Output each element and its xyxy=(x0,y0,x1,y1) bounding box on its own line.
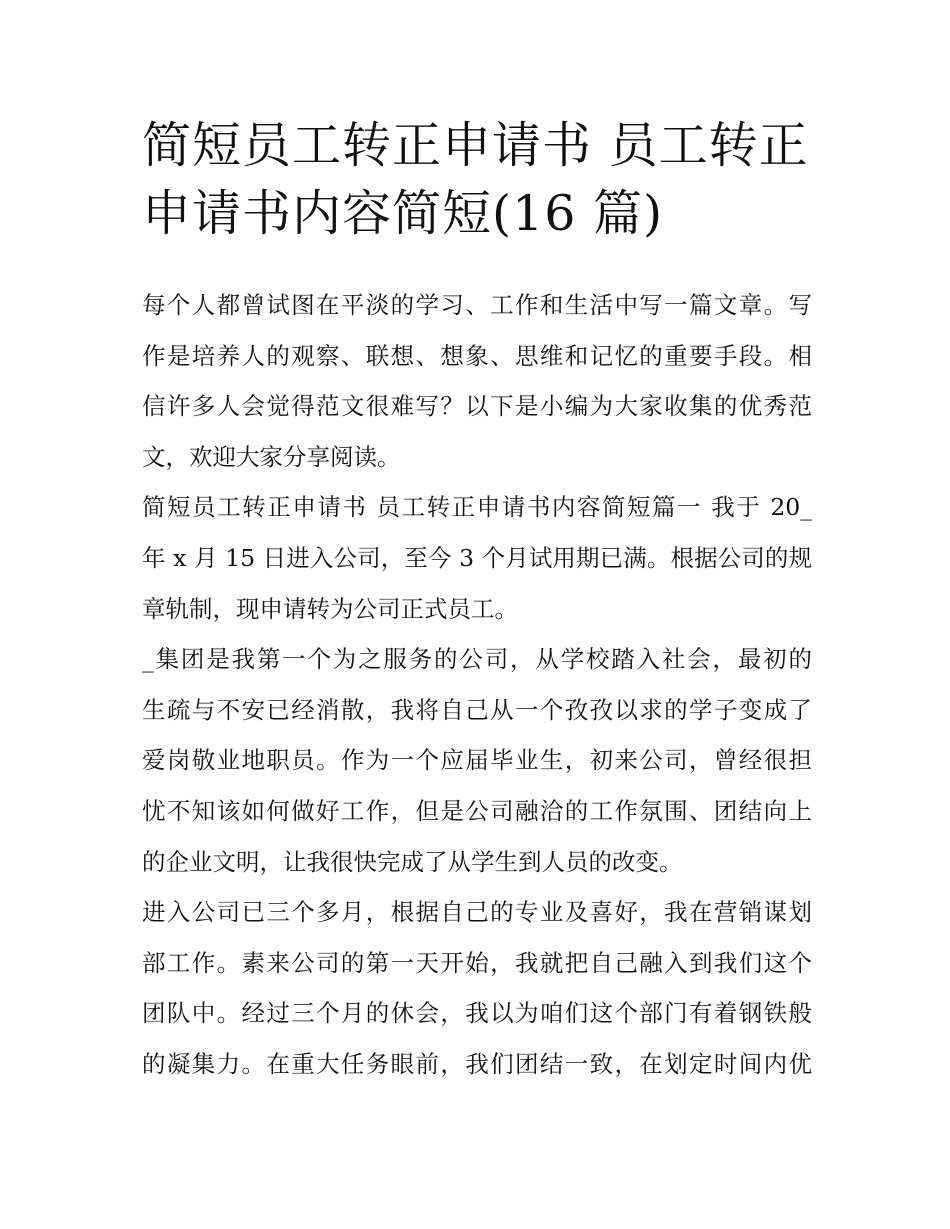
title-line-1: 简短员工转正申请书 员工转正 xyxy=(142,117,809,174)
paragraph-3-line-3: 爱岗敬业地职员。作为一个应届毕业生，初来公司，曾经很担 xyxy=(142,746,812,775)
paragraph-3-line-4: 忧不知该如何做好工作，但是公司融洽的工作氛围、团结向上 xyxy=(142,796,812,825)
paragraph-1-line-1: 每个人都曾试图在平淡的学习、工作和生活中写一篇文章。写 xyxy=(142,291,812,319)
document-body xyxy=(142,280,812,1090)
paragraph-1-line-2: 作是培养人的观察、联想、想象、思维和记忆的重要手段。相 xyxy=(142,341,812,370)
paragraph-3-line-5: 的企业文明，让我很快完成了从学生到人员的改变。 xyxy=(142,847,683,876)
paragraph-4-line-3: 团队中。经过三个月的休会，我以为咱们这个部门有着钢铁般 xyxy=(142,999,812,1028)
paragraph-3-line-1: _集团是我第一个为之服务的公司，从学校踏入社会，最初的 xyxy=(142,645,812,674)
paragraph-2-line-2: 年 x 月 15 日进入公司，至今 3 个月试用期已满。根据公司的规 xyxy=(142,543,812,572)
title-line-2: 申请书内容简短(16 篇) xyxy=(142,185,664,242)
paragraph-4-line-2: 部工作。素来公司的第一天开始，我就把自己融入到我们这个 xyxy=(142,948,812,977)
paragraph-4-line-4: 的凝集力。在重大任务眼前，我们团结一致，在划定时间内优 xyxy=(142,1049,812,1078)
paragraph-1-line-4: 文，欢迎大家分享阅读。 xyxy=(142,442,401,471)
paragraph-4-line-1: 进入公司已三个多月，根据自己的专业及喜好，我在营销谋划 xyxy=(142,898,812,927)
paragraph-3-line-2: 生疏与不安已经消散，我将自己从一个孜孜以求的学子变成了 xyxy=(142,695,812,724)
document-title xyxy=(142,112,822,248)
paragraph-2-line-3: 章轨制，现申请转为公司正式员工。 xyxy=(142,594,518,623)
paragraph-1-line-3: 信许多人会觉得范文很难写？以下是小编为大家收集的优秀范 xyxy=(142,392,812,421)
paragraph-2-line-1: 简短员工转正申请书 员工转正申请书内容简短篇一 我于 20_ xyxy=(142,493,812,522)
